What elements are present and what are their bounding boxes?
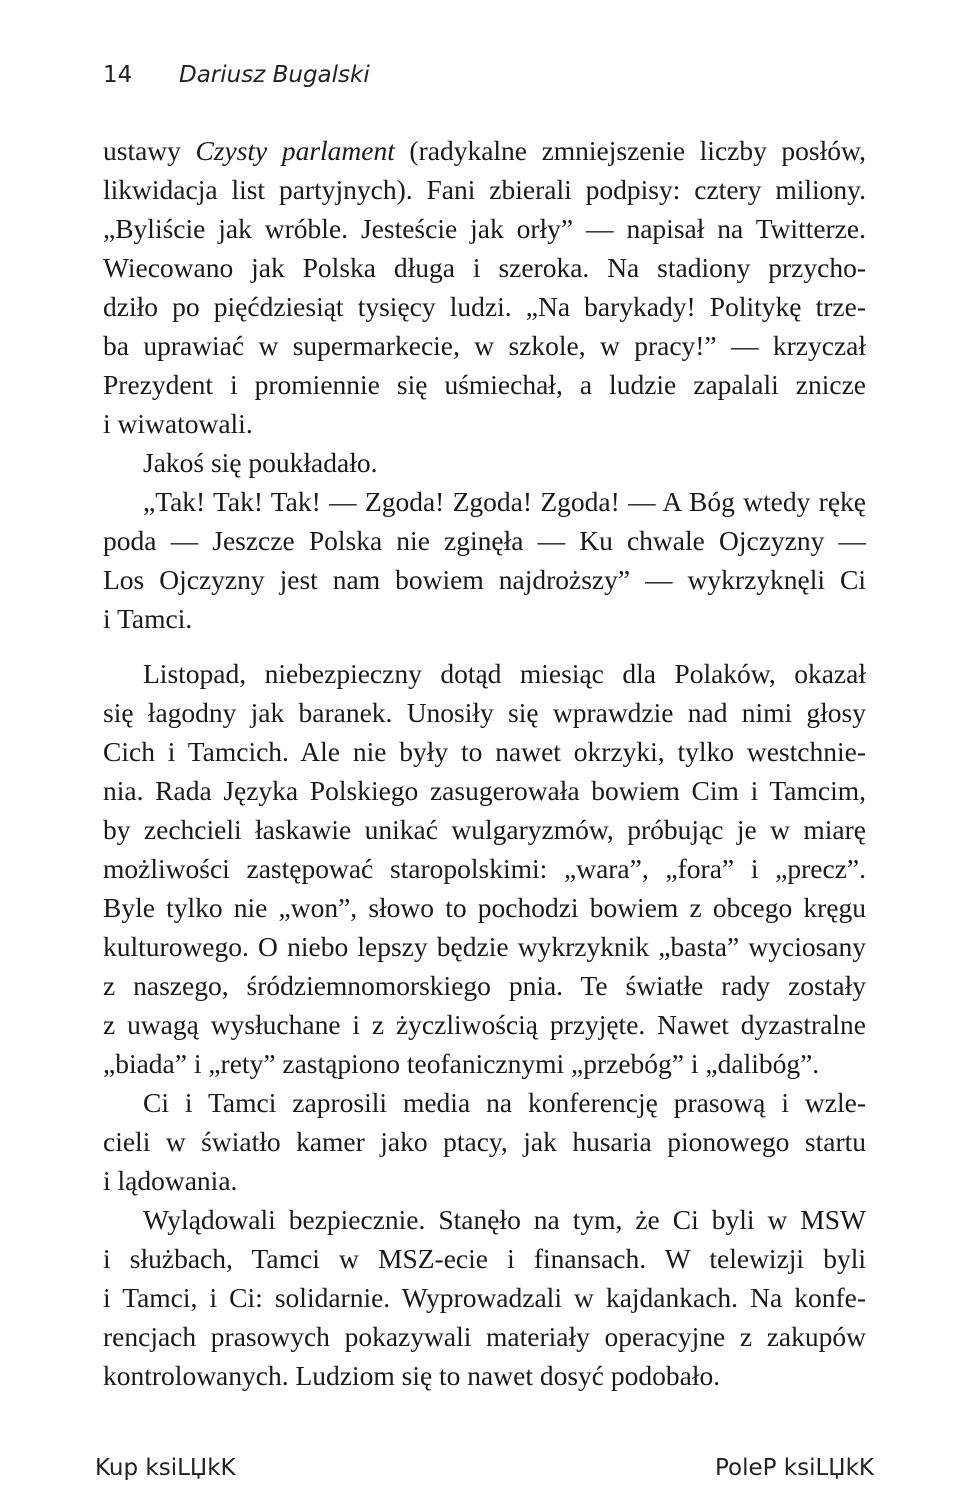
text-line: „Tak! Tak! Tak! — Zgoda! Zgoda! Zgoda! — A Bóg wtedy rękę: [143, 486, 866, 517]
text-line: Listopad, niebezpieczny dotąd miesiąc dla Polaków, okazał: [143, 658, 866, 689]
page-number: 14: [103, 62, 133, 88]
paragraph: [103, 482, 866, 638]
text-line: się łagodny jak baranek. Unosiły się wprawdzie nad nimi głosy: [103, 697, 866, 728]
text-line: i Tamci.: [103, 603, 193, 634]
text-line: dziło po pięćdziesiąt tysięcy ludzi. „Na barykady! Politykę trze-: [103, 291, 866, 322]
text-line: rencjach prasowych pokazywali materiały operacyjne z zakupów: [103, 1321, 866, 1352]
paragraph: [103, 654, 866, 1083]
text-line: Ci i Tamci zaprosili media na konferencję prasową i wzle-: [143, 1087, 866, 1118]
paragraph: [103, 131, 866, 443]
text-line: likwidacja list partyjnych). Fani zbierali podpisy: cztery miliony.: [103, 174, 866, 205]
text-line: Prezydent i promiennie się uśmiechał, a ludzie zapalali znicze: [103, 369, 866, 400]
text-line: cieli w światło kamer jako ptacy, jak husaria pionowego startu: [103, 1126, 866, 1157]
section-break: [103, 638, 866, 654]
paragraph: [103, 1200, 866, 1395]
text-line: i Tamci, i Ci: solidarnie. Wyprowadzali w kajdankach. Na konfe-: [103, 1282, 866, 1313]
book-title: Czysty parlament: [195, 135, 395, 166]
text-line: ustawy Czysty parlament (radykalne zmniejszenie liczby posłów,: [103, 135, 866, 166]
text-line: możliwości zastępować staropolskimi: „wara”, „fora” i „precz”.: [103, 853, 866, 884]
body-text: [103, 131, 866, 1395]
text-line: kulturowego. O niebo lepszy będzie wykrzyknik „basta” wyciosany: [103, 931, 866, 962]
text-line: kontrolowanych. Ludziom się to nawet dosyć podobało.: [103, 1360, 721, 1391]
text-line: Cich i Tamcich. Ale nie były to nawet okrzyki, tylko westchnie-: [103, 736, 866, 767]
recommend-book-link[interactable]: PoleP ksiLЏkK: [714, 1455, 874, 1481]
text-line: poda — Jeszcze Polska nie zginęła — Ku chwale Ojczyzny —: [103, 525, 866, 556]
text-line: i wiwatowali.: [103, 408, 253, 439]
paragraph: [103, 443, 866, 482]
text-line: „Byliście jak wróble. Jesteście jak orły” — napisał na Twitterze.: [103, 213, 866, 244]
text-line: nia. Rada Języka Polskiego zasugerowała bowiem Cim i Tamcim,: [103, 775, 866, 806]
text-line: Wiecowano jak Polska długa i szeroka. Na stadiony przycho-: [103, 252, 866, 283]
author-name: Dariusz Bugalski: [179, 62, 370, 88]
running-header: [103, 62, 370, 88]
paragraph: [103, 1083, 866, 1200]
text-line: by zechcieli łaskawie unikać wulgaryzmów, próbując je w miarę: [103, 814, 866, 845]
text-line: z naszego, śródziemnomorskiego pnia. Te światłe rady zostały: [103, 970, 866, 1001]
text-line: ba uprawiać w supermarkecie, w szkole, w pracy!” — krzyczał: [103, 330, 866, 361]
text-line: i lądowania.: [103, 1165, 238, 1196]
text-line: Jakoś się poukładało.: [143, 447, 378, 478]
text-line: z uwagą wysłuchane i z życzliwością przyjęte. Nawet dyzastralne: [103, 1009, 866, 1040]
text-line: Los Ojczyzny jest nam bowiem najdroższy” — wykrzyknęli Ci: [103, 564, 866, 595]
text-line: Wylądowali bezpiecznie. Stanęło na tym, że Ci byli w MSW: [143, 1204, 866, 1235]
buy-book-link[interactable]: Kup ksiLЏkK: [95, 1455, 236, 1481]
text-line: „biada” i „rety” zastąpiono teofanicznymi „przebóg” i „dalibóg”.: [103, 1048, 820, 1079]
text-line: Byle tylko nie „won”, słowo to pochodzi bowiem z obcego kręgu: [103, 892, 866, 923]
text-line: i służbach, Tamci w MSZ-ecie i finansach. W telewizji byli: [103, 1243, 866, 1274]
